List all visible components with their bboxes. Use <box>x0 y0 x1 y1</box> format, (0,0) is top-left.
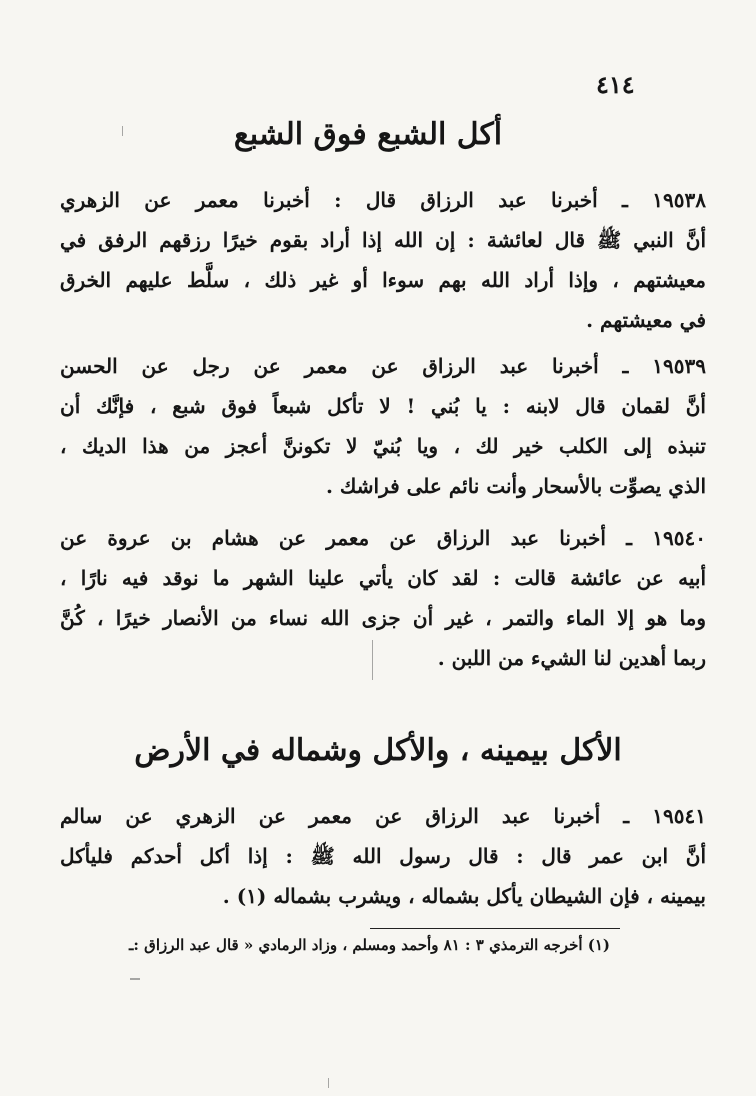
text-line: في معيشتهم . <box>586 308 706 332</box>
text-line: أنَّ النبي ﷺ قال لعائشة : إن الله إذا أراد بقوم خيرًا رزقهم الرفق في <box>60 228 706 252</box>
text-line: ربما أهدين لنا الشيء من اللبن . <box>437 646 706 670</box>
hadith-19541 <box>60 796 706 916</box>
scan-mark <box>122 126 123 136</box>
text-line: بيمينه ، فإن الشيطان يأكل بشماله ، ويشرب بشماله (١) . <box>222 884 706 908</box>
section-heading-1: أكل الشبع فوق الشبع <box>233 117 503 152</box>
text-line: أنَّ لقمان قال لابنه : يا بُني ! لا تأكل شبعاً فوق شبع ، فإنَّك أن <box>60 394 706 418</box>
text-line: ١٩٥٤٠ ـ أخبرنا عبد الرزاق عن معمر عن هشام بن عروة عن <box>60 526 706 550</box>
text-line: الذي يصوِّت بالأسحار وأنت نائم على فراشك . <box>325 474 706 498</box>
hadith-19538 <box>60 180 706 340</box>
text-line: أنَّ ابن عمر قال : قال رسول الله ﷺ : إذا أكل أحدكم فليأكل <box>60 844 706 868</box>
text-line: ١٩٥٣٩ ـ أخبرنا عبد الرزاق عن معمر عن رجل عن الحسن <box>60 354 706 378</box>
text-line: وما هو إلا الماء والتمر ، غير أن جزى الله نساء من الأنصار خيرًا ، كُنَّ <box>60 606 706 630</box>
text-line: أبيه عن عائشة قالت : لقد كان يأتي علينا الشهر ما نوقد فيه نارًا ، <box>60 566 706 590</box>
footnote-divider <box>370 928 620 929</box>
page-number: ٤١٤ <box>596 70 635 99</box>
hadith-19540 <box>60 518 706 678</box>
hadith-19539 <box>60 346 706 506</box>
scan-mark <box>328 1078 329 1088</box>
footnote: (١) أخرجه الترمذي ٣ : ٨١ وأحمد ومسلم ، وزاد الرمادي « قال عبد الرزاق :ـ <box>129 936 610 954</box>
text-line: ١٩٥٣٨ ـ أخبرنا عبد الرزاق قال : أخبرنا معمر عن الزهري <box>60 188 706 212</box>
text-line: تنبذه إلى الكلب خير لك ، ويا بُنيّ لا تكوننَّ أعجز من هذا الديك ، <box>60 434 706 458</box>
section-heading-2: الأكل بيمينه ، والأكل وشماله في الأرض <box>134 733 622 768</box>
text-line: معيشتهم ، وإذا أراد الله بهم سوءا أو غير ذلك ، سلَّط عليهم الخرق <box>60 268 706 292</box>
scan-mark <box>130 978 140 980</box>
scan-mark <box>372 640 373 680</box>
text-line: ١٩٥٤١ ـ أخبرنا عبد الرزاق عن معمر عن الزهري عن سالم <box>60 804 706 828</box>
